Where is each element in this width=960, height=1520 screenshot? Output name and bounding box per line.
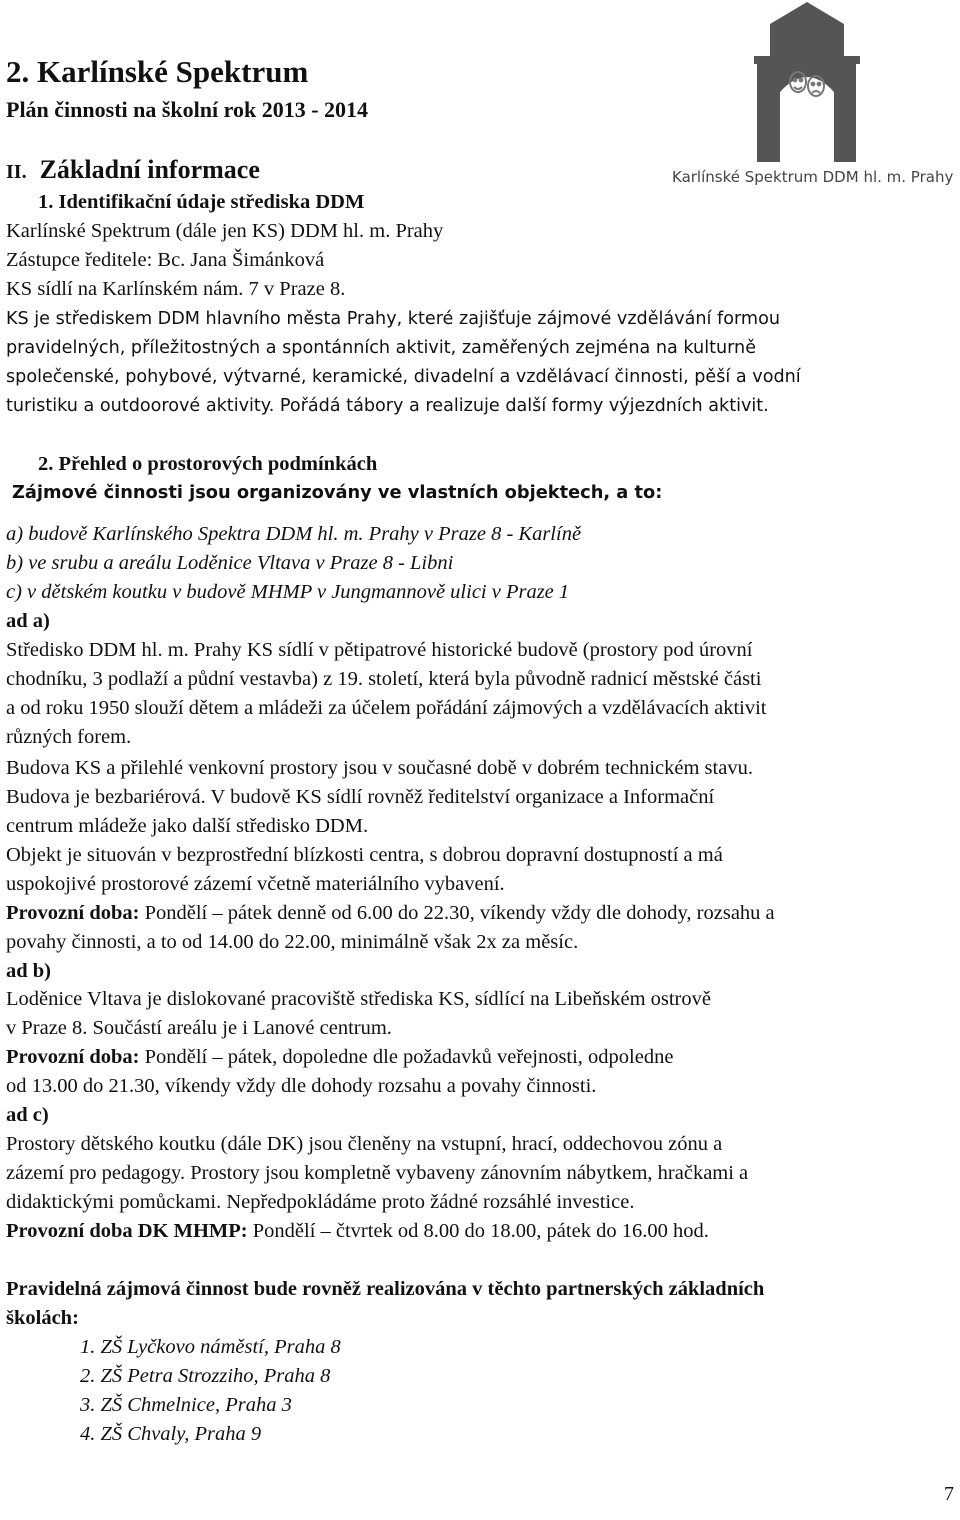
ad-a-line: Budova KS a přilehlé venkovní prostory jsou v současné době v dobrém technickém stavu. <box>6 757 753 779</box>
page-number: 7 <box>944 1483 954 1505</box>
ad-c-line: zázemí pro pedagogy. Prostory jsou kompletně vybaveny zánovním nábytkem, hračkami a <box>6 1162 749 1184</box>
logo-building-icon <box>754 2 860 162</box>
ad-a-line: Středisko DDM hl. m. Prahy KS sídlí v pětipatrové historické budově (prostory pod úrovní <box>6 639 753 661</box>
ad-c-hours <box>6 1217 709 1245</box>
school-list-item: 1. ZŠ Lyčkovo náměstí, Praha 8 <box>80 1336 341 1358</box>
page-subtitle: Plán činnosti na školní rok 2013 - 2014 <box>6 97 369 122</box>
facility-list-item: a) budově Karlínského Spektra DDM hl. m. Prahy v Praze 8 - Karlíně <box>6 523 582 545</box>
ad-b-line: Loděnice Vltava je dislokované pracoviště střediska KS, sídlící na Libeňském ostrově <box>6 988 711 1010</box>
facility-list-item: b) ve srubu a areálu Loděnice Vltava v Praze 8 - Libni <box>6 552 454 574</box>
school-list-item: 3. ZŠ Chmelnice, Praha 3 <box>80 1394 292 1416</box>
facility-list-item: c) v dětském koutku v budově MHMP v Jungmannově ulici v Praze 1 <box>6 581 570 603</box>
hours-label: Provozní doba: <box>6 902 140 924</box>
hours-label: Provozní doba: <box>6 1046 140 1068</box>
hours-text: Pondělí – čtvrtek od 8.00 do 18.00, pátek do 16.00 hod. <box>247 1220 709 1242</box>
school-list-item: 4. ZŠ Chvaly, Praha 9 <box>80 1423 262 1445</box>
ad-a-line: Objekt je situován v bezprostřední blízkosti centra, s dobrou dopravní dostupností a má <box>6 844 723 866</box>
ad-a-line: a od roku 1950 slouží dětem a mládeži za účelem pořádání zájmových a vzdělávacích aktivit <box>6 697 767 719</box>
hours-label: Provozní doba DK MHMP: <box>6 1220 248 1242</box>
ad-a-line: chodníku, 3 podlaží a půdní vestavba) z 19. století, která byla původně radnicí městské části <box>6 668 762 690</box>
school-list-item: 2. ZŠ Petra Strozziho, Praha 8 <box>80 1365 331 1387</box>
partners-heading: Pravidelná zájmová činnost bude rovněž realizována v těchto partnerských základních <box>6 1278 765 1300</box>
ad-b-hours-cont: od 13.00 do 21.30, víkendy vždy dle dohody rozsahu a povahy činnosti. <box>6 1075 597 1097</box>
subsection-2-heading: 2. Přehled o prostorových podmínkách <box>38 453 378 475</box>
section-number: II. <box>6 161 27 183</box>
ad-b-line: v Praze 8. Součástí areálu je i Lanové centrum. <box>6 1017 392 1039</box>
ad-a-line: Budova je bezbariérová. V budově KS sídlí rovněž ředitelství organizace a Informační <box>6 786 715 808</box>
subsection-1-heading: 1. Identifikační údaje střediska DDM <box>38 191 365 213</box>
section-heading <box>6 156 260 186</box>
ad-a-line: různých forem. <box>6 726 132 748</box>
section-title: Základní informace <box>39 155 260 184</box>
ad-c-label: ad c) <box>6 1104 49 1126</box>
hours-text: Pondělí – pátek denně od 6.00 do 22.30, víkendy vždy dle dohody, rozsahu a <box>139 902 775 924</box>
description-line: turistiku a outdoorové aktivity. Pořádá tábory a realizuje další formy výjezdních aktivit. <box>6 396 769 416</box>
karlinske-spektrum-logo <box>672 0 952 190</box>
id-line-name: Karlínské Spektrum (dále jen KS) DDM hl. m. Prahy <box>6 220 444 242</box>
logo-caption: Karlínské Spektrum DDM hl. m. Prahy <box>672 168 954 186</box>
ad-c-line: Prostory dětského koutku (dále DK) jsou členěny na vstupní, hrací, oddechovou zónu a <box>6 1133 723 1155</box>
ad-a-hours <box>6 899 775 927</box>
facilities-intro: Zájmové činnosti jsou organizovány ve vlastních objektech, a to: <box>12 482 663 503</box>
hours-text: Pondělí – pátek, dopoledne dle požadavků veřejnosti, odpoledne <box>139 1046 674 1068</box>
ad-a-hours-cont: povahy činnosti, a to od 14.00 do 22.00, minimálně však 2x za měsíc. <box>6 931 579 953</box>
ad-b-hours <box>6 1043 673 1071</box>
id-line-address: KS sídlí na Karlínském nám. 7 v Praze 8. <box>6 278 346 300</box>
ad-a-line: uspokojivé prostorové zázemí včetně materiálního vybavení. <box>6 873 505 895</box>
page-title: 2. Karlínské Spektrum <box>6 54 309 89</box>
partners-heading-cont: školách: <box>6 1307 79 1329</box>
description-line: společenské, pohybové, výtvarné, keramické, divadelní a vzdělávací činnosti, pěší a vodní <box>6 367 801 387</box>
ad-a-label: ad a) <box>6 610 50 632</box>
id-line-deputy: Zástupce ředitele: Bc. Jana Šimánková <box>6 249 325 271</box>
ad-c-line: didaktickými pomůckami. Nepředpokládáme proto žádné rozsáhlé investice. <box>6 1191 635 1213</box>
description-line: KS je střediskem DDM hlavního města Prahy, které zajišťuje zájmové vzdělávání formou <box>6 309 780 329</box>
description-line: pravidelných, příležitostných a spontánních aktivit, zaměřených zejména na kulturně <box>6 338 757 358</box>
ad-b-label: ad b) <box>6 960 52 982</box>
ad-a-line: centrum mládeže jako další středisko DDM. <box>6 815 369 837</box>
